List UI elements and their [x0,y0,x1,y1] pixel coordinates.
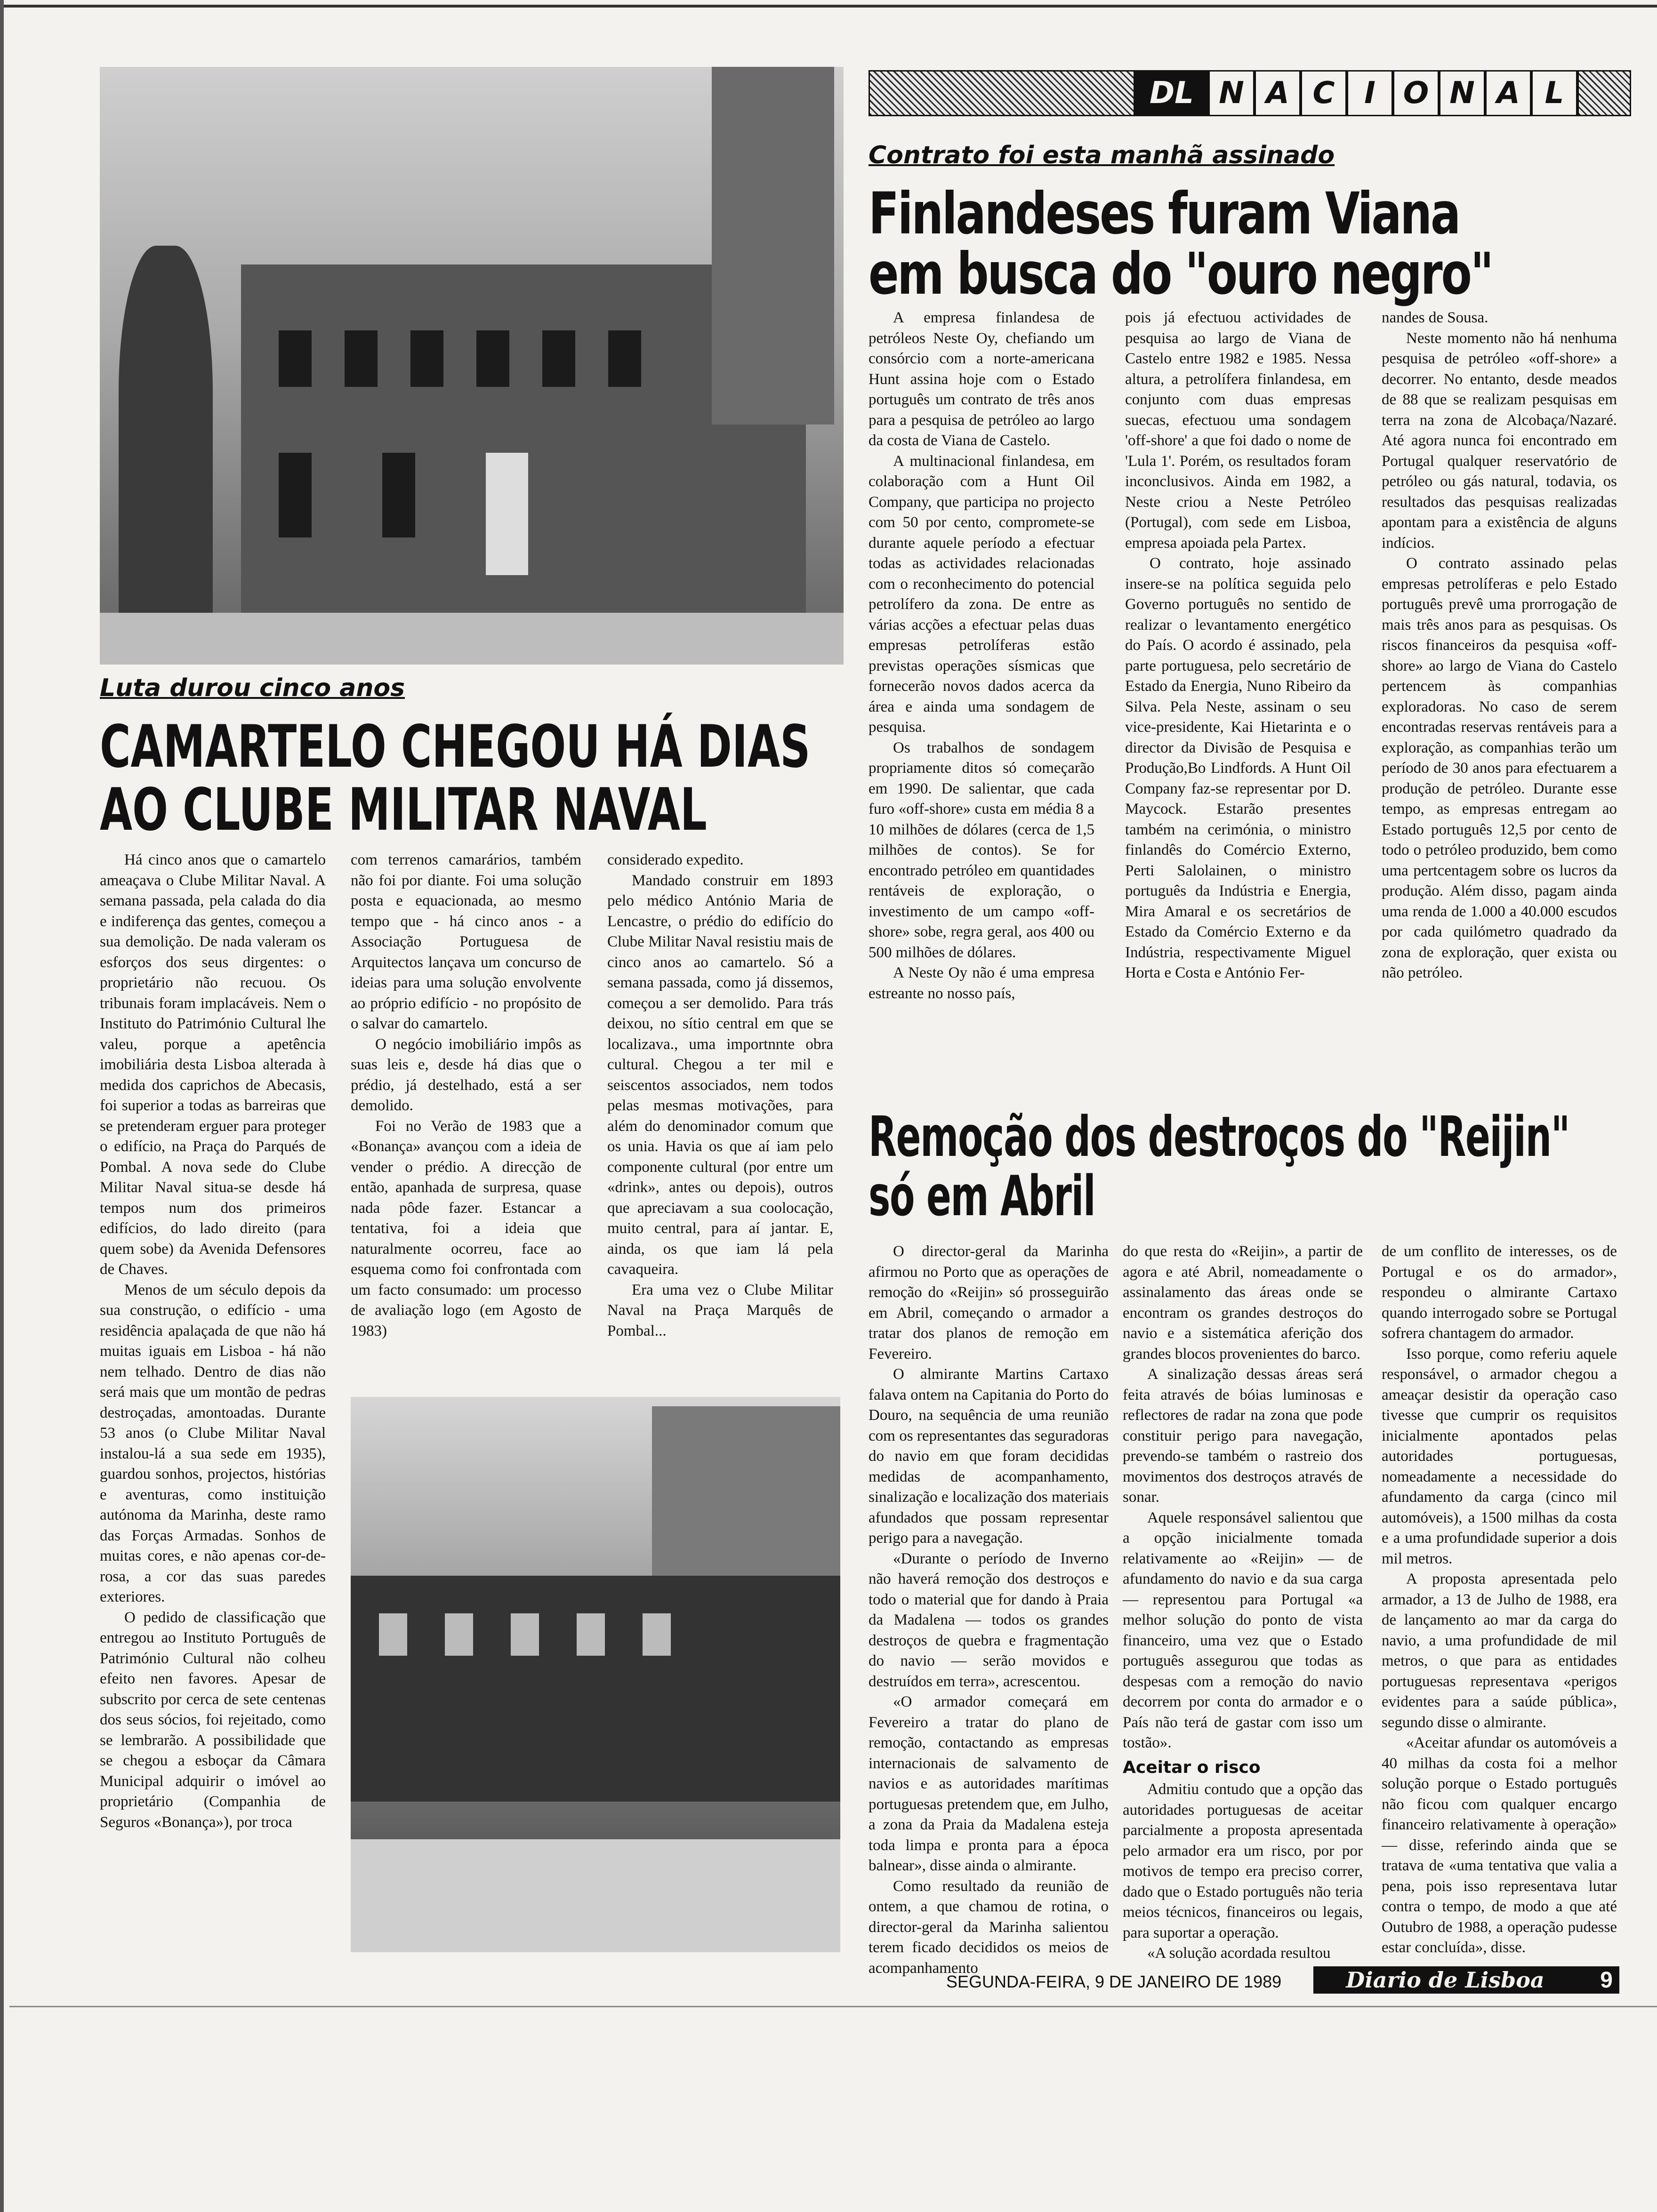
article2-headline-line2: em busca do "ouro negro" [869,240,1493,307]
paragraph: Foi no Verão de 1983 que a «Bonança» avançou com a ideia de vender o prédio. A direcção de então, apanhada de surpresa, quase nada pôde fazer. Estancar a tentativa, foi a ideia que naturalmente ocorreu, face ao esquema como foi confrontada com um facto consumado: um processo de avaliação logo (em Agosto de 1983) [351,1117,581,1339]
paragraph: Aquele responsável salientou que a opção inicialmente tomada relativamente ao «Reijin» — de afundamento do navio e da sua carga — representou para Portugal «a melhor solução do ponto de vista financeiro, uma vez que o Estado português assegurou que todas as despesas com a remoção do navio decorrem por conta do armador e o País não terá de gastar com isso um tostão». [1123,1509,1363,1751]
article1-col2 [351,850,581,1341]
article2-headline-line1: Finlandeses furam Viana [869,180,1460,247]
paragraph: Neste momento não há nenhuma pesquisa de petróleo «off-shore» a decorrer. No entanto, desde meados de 88 que se realizam pesquisas em terra na zona de Alcobaça/Nazaré. Até agora nunca foi encontrado em Portugal qualquer reservatório de petróleo ou gás natural, todavia, os resultados das pesquisas realizadas apontam para a existência de alguns indícios. [1382,329,1617,552]
masthead: Diario de Lisboa [1313,1966,1577,1994]
paragraph: pois já efectuou actividades de pesquisa ao largo de Viana de Castelo entre 1982 e 1985. Nessa altura, a petrolífera finlandesa, em conjunto com duas empresas suecas, efectuou uma sondagem 'off-shore' a que foi dado o nome de 'Lula 1'. Porém, os resultados foram inconclusivos. Ainda em 1982, a Neste criou a Neste Petróleo (Portugal), com sede em Lisboa, empresa apoiada pela Partex. [1125,309,1351,552]
paragraph: com terrenos camarários, também não foi por diante. Foi uma solução posta e equacionada, ao mesmo tempo que - há cinco anos - a Associação Portuguesa de Arquitectos lançava um concurso de ideias para uma solução envolvente ao próprio edifício - no propósito de o salvar do camartelo. [351,851,581,1032]
paragraph: de um conflito de interesses, os de Portugal e os do armador», respondeu o almirante Cartaxo quando interrogado sobre se Portugal sofrera chantagem do armador. [1382,1243,1617,1342]
paragraph: Como resultado da reunião de ontem, a que chamou de rotina, o director-geral da Marinha salientou terem ficado decididos os meios de acompanhamento [869,1877,1109,1977]
article1-kicker: Luta durou cinco anos [100,674,405,702]
paragraph: considerado expedito. [607,851,744,868]
paragraph: Há cinco anos que o camartelo ameaçava o Clube Militar Naval. A semana passada, pela calada do dia e indiferença das gentes, começou a sua demolição. De nada valeram os esforços dos seus dirgentes: o proprietário não recuou. Os tribunais foram implacáveis. Nem o Instituto do Património Cultural lhe valeu, porque a apetência imobiliária desta Lisboa alterada à medida dos caprichos de Abecasis, foi superior a todas as barreiras que se pretenderam erguer para proteger o edifício, na Praça do Parqués de Pombal. A nova sede do Clube Militar Naval situa-se desde há tempos num dos primeiros edifícios, do lado direito (para quem sobe) da Avenida Defensores de Chaves. [100,851,326,1278]
paragraph: O negócio imobiliário impôs as suas leis e, desde há dias que o prédio, já destelhado, está a ser demolido. [351,1035,581,1114]
dl-logo: DL [1135,70,1208,116]
article3-headline [869,1104,1569,1228]
paragraph: A sinalização dessas áreas será feita através de bóias luminosas e reflectores de radar na zona que pode constituir perigo para navegação, prevendo-se também o rastreio dos movimentos dos destroços através de sonar. [1123,1366,1363,1506]
banner-letter: C [1301,70,1347,116]
paragraph: «A solução acordada resultou [1147,1945,1331,1962]
paragraph: Os trabalhos de sondagem propriamente ditos só começarão em 1990. De salientar, que cada furo «off-shore» custa em média 8 a 10 milhões de dólares (cerca de 1,5 milhões de contos). Se for encontrado petróleo em quantidades rentáveis de exploração, o investimento de um campo «off-shore» sobe, regra geral, aos 400 ou 500 milhões de dólares. [869,739,1094,961]
article2-headline [869,180,1493,307]
article1-col3 [607,850,833,1341]
article2-col3 [1382,308,1617,984]
article3-headline-line2: só em Abril [869,1163,1095,1228]
paragraph: nandes de Sousa. [1382,309,1488,326]
paragraph: Mandado construir em 1893 pelo médico António Maria de Lencastre, o prédio do edifício do Clube Militar Naval resistiu mais de cinco anos ao camartelo. Só a semana passada, como já dissemos, começou a ser demolido. Para trás deixou, no sítio central em que se localizava., uma importnnte obra cultural. Chegou a ter mil e seiscentos associados, nem todos pelas mesmas motivações, para além do denominador comum que os unia. Havia os que aí iam pelo componente cultural (por entre um «drink», antes ou depois), outros que apreciavam a sua coolocação, muito central, para aí jantar. E, ainda, os que iam lá pela cavaqueira. [607,872,833,1278]
article3-col1 [869,1242,1109,1979]
banner-letter: N [1439,70,1485,116]
paragraph: «Durante o período de Inverno não haverá remoção dos destroços e todo o material que for dando à Praia da Madalena — todos os grandes destroços de quebra e fragmentação do navio — serão movidos e destruídos em terra», acrescentou. [869,1550,1109,1690]
paragraph: Era uma vez o Clube Militar Naval na Praça Marquês de Pombal... [607,1281,833,1339]
paragraph: O almirante Martins Cartaxo falava ontem na Capitania do Porto do Douro, na sequência de uma reunião com os representantes das seguradoras do navio em que foram decididas medidas de acompanhamento, sinalização e localização dos materiais afundados que possam representar perigo para a navegação. [869,1366,1109,1547]
paragraph: A Neste Oy não é uma empresa estreante no nosso país, [869,964,1094,1002]
paragraph: A multinacional finlandesa, em colaboração com a Hunt Oil Company, que participa no projecto com 50 por cento, compromete-se durante aquele período a efectuar todas as actividades relacionadas com o reconhecimento do potencial petrolífero da zona. De entre as várias acções a efectuar pelas duas empresas petrolíferas estão previstas operações sísmicas que fornecerão novos dados acerca da área e ainda uma sondagem de pesquisa. [869,452,1094,736]
banner-hatch-right [1577,70,1631,116]
article3-col2 [1123,1242,1363,1964]
top-border [0,5,1657,8]
article2-col2 [1125,308,1351,984]
paragraph: O director-geral da Marinha afirmou no Porto que as operações de remoção do «Reijin» só prosseguirão em Abril, começando o armador a tratar dos planos de remoção em Fevereiro. [869,1243,1109,1362]
photo-demolition [351,1397,840,1952]
paragraph: Admitiu contudo que a opção das autoridades portuguesas de aceitar parcialmente a proposta apresentada pelo armador era um risco, por por motivos de tempo era preciso correr, dado que o Estado português não teria meios técnicos, financeiros ou legais, para suportar a operação. [1123,1781,1363,1941]
article2-col1 [869,308,1094,1004]
paragraph: Isso porque, como referiu aquele responsável, o armador chegou a ameaçar desistir da operação caso tivesse que cumprir os requisitos inicialmente apontados pelas autoridades portuguesas, nomeadamente a necessidade do afundamento da carga (cinco mil automóveis), a 1500 milhas da costa e a uma profundidade superior a dois mil metros. [1382,1345,1617,1567]
page-number: 9 [1577,1966,1619,1994]
photo-clube-militar-naval [100,67,844,665]
left-border [0,0,4,2212]
paragraph: O contrato assinado pelas empresas petrolíferas e pelo Estado português prevê uma prorrogação de mais três anos para as pesquisas. Os riscos financeiros da pesquisa «off-shore» ao largo de Viana do Castelo pertencem às companhias exploradoras. No caso de serem encontradas reservas rentáveis para a exploração, as companhias terão um período de 30 anos para efectuarem a produção de petróleo. Durante esse tempo, as empresas entregam ao Estado português 12,5 por cento de todo o petróleo produzido, bem como uma pertcentagem sobre os lucros da produção. Além disso, pagam ainda uma renda de 1.000 a 40.000 escudos por cada quilómetro quadrado da zona de exploração, quer exista ou não petróleo. [1382,555,1617,981]
article1-headline [100,715,810,842]
paragraph: A empresa finlandesa de petróleos Neste Oy, chefiando um consórcio com a norte-americana Hunt assina hoje com o Estado português um contrato de três anos para a pesquisa de petróleo ao largo da costa de Viana de Castelo. [869,309,1094,449]
paragraph: O pedido de classificação que entregou ao Instituto Português de Património Cultural não colheu efeito nen favores. Apesar de subscrito por cerca de sete centenas dos seus sócios, foi rejeitado, como se lembrarão. A possibilidade que se chegou a esboçar da Câmara Municipal adquirir o imóvel ao proprietário (Companhia de Seguros «Bonança»), por troca [100,1609,326,1831]
article1-headline-line2: AO CLUBE MILITAR NAVAL [100,776,707,844]
footer-date: SEGUNDA-FEIRA, 9 DE JANEIRO DE 1989 [946,1972,1282,1991]
banner-letter: O [1393,70,1439,116]
banner-letter: I [1347,70,1393,116]
banner-letter: N [1208,70,1255,116]
article2-kicker: Contrato foi esta manhã assinado [869,141,1335,169]
article3-subhead: Aceitar o risco [1123,1757,1261,1777]
footer-rule [9,2006,1657,2007]
paragraph: «Aceitar afundar os automóveis a 40 milhas da costa foi a melhor solução porque o Estado português não ficou com qualquer encargo financeiro relativamente à operação» — disse, referindo ainda que se tratava de «uma tentativa que valia a pena, pois isso representava lutar contra o tempo, de modo a que até Outubro de 1988, a operação pudesse estar concluída», disse. [1382,1734,1617,1956]
banner-letter: A [1255,70,1301,116]
paragraph: «O armador começará em Fevereiro a tratar do plano de remoção, contactando as empresas internacionais de salvamento de navios e as autoridades marítimas portuguesas pretendem que, em Julho, a zona da Praia da Madalena esteja toda limpa e pronta para a época balnear», disse ainda o almirante. [869,1693,1109,1874]
paragraph: Menos de um século depois da sua construção, o edifício - uma residência apalaçada de que não há muitas iguais em Lisboa - há não nem telhado. Dentro de dias não será mais que um montão de pedras destroçadas, amontoadas. Durante 53 anos (o Clube Militar Naval instalou-lá a sua sede em 1935), guardou sonhos, projectos, histórias e aventuras, como instituição autónoma da Marinha, deste ramo das Forças Armadas. Sonhos de muitas cores, e não apenas cor-de-rosa, a cor das suas paredes exteriores. [100,1281,326,1605]
article1-col1 [100,850,326,1833]
article1-headline-line1: CAMARTELO CHEGOU HÁ DIAS [100,713,811,781]
article3-headline-line1: Remoção dos destroços do "Reijin" [869,1104,1569,1169]
paragraph: O contrato, hoje assinado insere-se na política seguida pelo Governo português no sentido de realizar o levantamento energético do País. O acordo é assinado, pela parte portuguesa, pelo secretário de Estado da Energia, Nuno Ribeiro da Silva. Pela Neste, assinam o seu vice-presidente, Kai Hietarinta e o director da Divisão de Pesquisa e Produção,Bo Lindfords. A Hunt Oil Company faz-se representar por D. Maycock. Estarão presentes também na cerimónia, o ministro finlandês do Comércio Externo, Perti Salolainen, o ministro português da Indústria e Energia, Mira Amaral e os secretários de Estado da Comércio Externo e da Indústria, respectivamente Miguel Horta e Costa e António Fer- [1125,555,1351,981]
paragraph: do que resta do «Reijin», a partir de agora e até Abril, nomeadamente o assinalamento das áreas onde se encontram os grandes destroços do navio e a sistemática aferição dos grandes blocos provenientes do barco. [1123,1243,1363,1362]
banner-letter: A [1485,70,1531,116]
article3-col3 [1382,1242,1617,1958]
section-banner [869,69,1631,118]
banner-hatch-left [869,70,1135,116]
paragraph: A proposta apresentada pelo armador, a 13 de Julho de 1988, era de lançamento ao mar da carga do navio, a uma profundidade de mil metros, o que para as entidades portuguesas representava «perigos evidentes para a saúde pública», segundo disse o almirante. [1382,1571,1617,1731]
banner-letter: L [1531,70,1577,116]
